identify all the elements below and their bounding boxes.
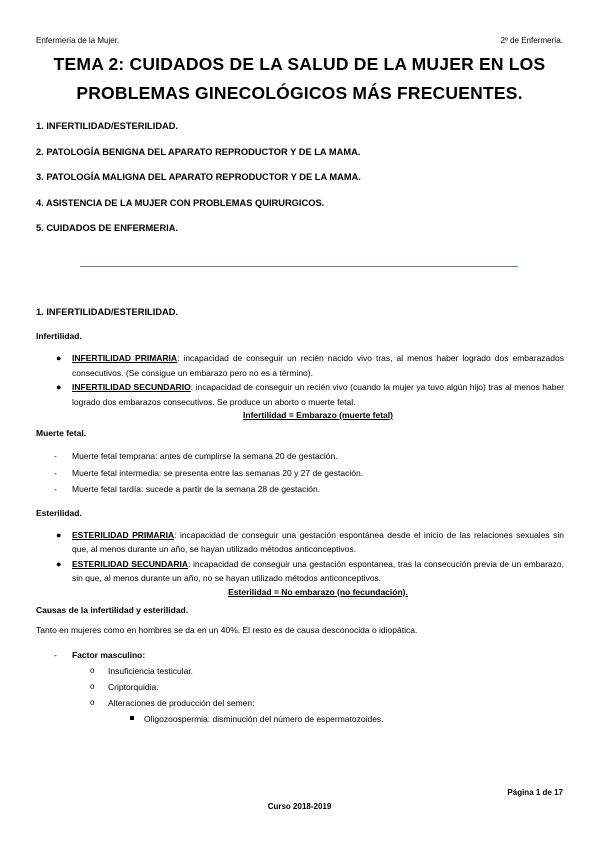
subheading-causas: Causas de la infertilidad y esterilidad. <box>36 604 189 615</box>
dash-icon: - <box>54 451 57 461</box>
dash-icon: - <box>54 467 57 478</box>
list-item <box>90 679 564 695</box>
semen-alteraciones-list <box>36 711 564 727</box>
circle-bullet-icon: o <box>90 682 95 691</box>
term-definition: : incapacidad de conseguir una gestación espontanea, tras la consecución previa de un embarazo, sin que, al menos durante un año, no se hayan utilizado métodos anticonceptivos. <box>72 558 564 583</box>
factor-masculino-list <box>36 663 564 711</box>
section-divider <box>80 266 518 267</box>
circle-bullet-icon: o <box>90 666 95 675</box>
table-of-contents <box>36 121 361 249</box>
title-line-2: PROBLEMAS GINECOLÓGICOS MÁS FRECUENTES. <box>76 83 523 103</box>
circle-bullet-icon: o <box>90 698 95 707</box>
list-item-text: Muerte fetal tardía: sucede a partir de la semana 28 de gestación. <box>72 484 321 494</box>
list-item-text: Muerte fetal intermedia: se presenta entre las semanas 20 y 27 de gestación. <box>72 467 364 478</box>
toc-item: 2. PATOLOGÍA BENIGNA DEL APARATO REPRODUCTOR Y DE LA MAMA. <box>36 146 361 157</box>
term-label: INFERTILIDAD SECUNDARIO <box>72 382 191 392</box>
page-number: Página 1 de 17 <box>507 788 563 797</box>
header-subject: Enfermería de la Mujer. <box>36 36 120 45</box>
subheading-esterilidad: Esterilidad. <box>36 507 82 518</box>
term-label: ESTERILIDAD PRIMARIA <box>72 529 175 540</box>
list-item <box>90 695 564 711</box>
list-item-text: Muerte fetal temprana: antes de cumplirse la semana 20 de gestación. <box>72 451 338 461</box>
muerte-fetal-list <box>36 448 564 498</box>
list-item <box>56 380 565 409</box>
document-title <box>30 50 569 108</box>
list-item-text: Criptorquidia. <box>108 682 159 692</box>
bullet-icon: ● <box>56 529 62 540</box>
term-definition: : incapacidad de conseguir un recién nacido vivo tras, al menos haber logrado dos embarazados consecutivos. (Se consigue un embarazo pero no es a término). <box>72 353 564 378</box>
esterilidad-list <box>36 528 564 586</box>
list-item <box>54 647 564 664</box>
causas-list <box>36 647 564 664</box>
list-item <box>54 465 564 482</box>
footer-course: Curso 2018-2019 <box>267 802 332 811</box>
list-item <box>56 351 564 380</box>
toc-item: 5. CUIDADOS DE ENFERMERIA. <box>36 223 179 233</box>
list-item <box>54 448 564 465</box>
list-item <box>54 481 564 498</box>
toc-item: 4. ASISTENCIA DE LA MUJER CON PROBLEMAS QUIRURGICOS. <box>36 197 325 208</box>
dash-icon: - <box>54 484 57 494</box>
term-label: ESTERILIDAD SECUNDARIA <box>72 558 188 569</box>
infertilidad-summary: Infertilidad = Embarazo (muerte fetal) <box>243 410 393 420</box>
list-item <box>144 711 564 727</box>
causas-intro: Tanto en mujeres como en hombres se da en un 40%. El resto es de causa desconocida o idiopática. <box>36 624 418 635</box>
subheading-muerte-fetal: Muerte fetal. <box>36 428 87 438</box>
list-item <box>56 557 564 586</box>
term-definition: : incapacidad de conseguir una gestación espontánea desde el inicio de las relaciones sexuales sin que, al menos durante un año, se hayan utilizado métodos anticonceptivos. <box>72 529 564 554</box>
list-item-text: Oligozoospermia: disminución del número de espermatozoides. <box>144 714 384 724</box>
subheading-infertilidad: Infertilidad. <box>36 331 82 341</box>
term-label: INFERTILIDAD PRIMARIA <box>72 353 178 363</box>
bullet-icon: ● <box>56 353 62 363</box>
header-course-year: 2º de Enfermería. <box>500 36 563 45</box>
square-bullet-icon <box>130 716 134 720</box>
section-heading: 1. INFERTILIDAD/ESTERILIDAD. <box>36 307 179 317</box>
title-line-1: TEMA 2: CUIDADOS DE LA SALUD DE LA MUJER EN LOS <box>53 54 546 74</box>
toc-item: 1. INFERTILIDAD/ESTERILIDAD. <box>36 121 179 131</box>
bullet-icon: ● <box>56 558 62 569</box>
list-item <box>56 528 564 557</box>
list-item <box>90 663 564 679</box>
infertilidad-list <box>36 351 564 409</box>
factor-label: Factor masculino: <box>72 649 146 660</box>
list-item-text: Alteraciones de producción del semen: <box>108 698 255 708</box>
term-definition: : incapacidad de conseguir un recién vivo (cuando la mujer ya tuvo algún hijo) tras al menos haber logrado dos embarazos consecutivos. Se produce un aborto o muerte fetal. <box>72 382 565 407</box>
esterilidad-summary: Esterilidad = No embarazo (no fecundación). <box>228 586 408 597</box>
list-item-text: Insuficiencia testicular. <box>108 666 194 676</box>
main-content <box>36 307 564 727</box>
dash-icon: - <box>54 649 57 660</box>
bullet-icon: ● <box>56 382 62 392</box>
toc-item: 3. PATOLOGÍA MALIGNA DEL APARATO REPRODUCTOR Y DE LA MAMA. <box>36 172 361 182</box>
